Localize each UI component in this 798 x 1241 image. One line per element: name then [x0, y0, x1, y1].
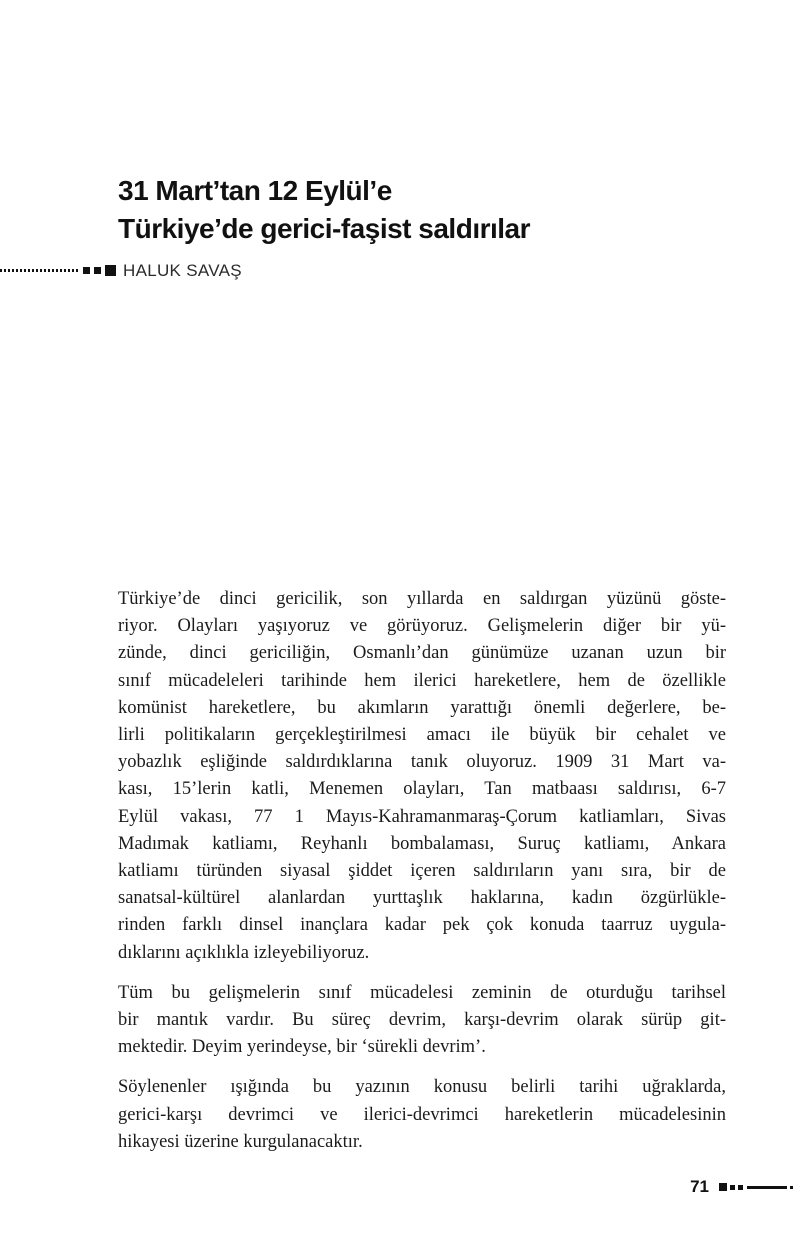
text-line: komünist hareketlere, bu akımların yarattığı önemli değerlere, be- — [118, 697, 726, 718]
square-bullet-icon — [738, 1185, 743, 1190]
text-line: bir mantık vardır. Bu süreç devrim, karşı-devrim olarak sürüp git- — [118, 1010, 726, 1031]
byline — [0, 258, 242, 283]
square-bullet-icon — [83, 267, 90, 274]
text-line: sınıf mücadeleleri tarihinde hem ilerici hareketlere, hem de özellikle — [118, 670, 726, 691]
square-bullet-icon — [105, 265, 116, 276]
text-line: rinden farklı dinsel inançlara kadar pek çok konuda taarruz uygula- — [118, 915, 726, 936]
text-line: hikayesi üzerine kurgulanacaktır. — [118, 1131, 363, 1152]
text-line: Söylenenler ışığında bu yazının konusu belirli tarihi uğraklarda, — [118, 1077, 726, 1098]
text-line: Tüm bu gelişmelerin sınıf mücadelesi zeminin de oturduğu tarihsel — [118, 982, 726, 1003]
text-line: Eylül vakası, 77 1 Mayıs-Kahramanmaraş-Çorum katliamları, Sivas — [118, 806, 726, 827]
author-name: HALUK SAVAŞ — [123, 260, 242, 280]
paragraph — [118, 1074, 726, 1156]
page-footer — [690, 1178, 793, 1196]
article-title-line-2: Türkiye’de gerici-faşist saldırılar — [118, 213, 531, 244]
paragraph — [118, 980, 726, 1062]
article-title — [118, 172, 530, 248]
footer-rule-line — [747, 1186, 787, 1189]
text-line: riyor. Olayları yaşıyoruz ve görüyoruz. Gelişmelerin diğer bir yü- — [118, 616, 726, 637]
text-line: Madımak katliamı, Reyhanlı bombalaması, Suruç katliamı, Ankara — [118, 833, 726, 854]
text-line: zünde, dinci gericiliğin, Osmanlı’dan günümüze uzanan uzun bir — [118, 643, 726, 664]
article-body — [118, 586, 726, 1169]
text-line: dıklarını açıklıkla izleyebiliyoruz. — [118, 942, 370, 963]
dotted-leader-line — [0, 269, 79, 272]
square-bullet-icon — [730, 1185, 735, 1190]
text-line: kası, 15’lerin katli, Menemen olayları, Tan matbaası saldırısı, 6-7 — [118, 779, 726, 800]
square-bullet-icon — [719, 1183, 727, 1191]
text-line: lirli politikaların gerçekleştirilmesi amacı ile büyük bir cehalet ve — [118, 725, 726, 746]
text-line: yobazlık eşliğinde saldırdıklarına tanık oluyoruz. 1909 31 Mart va- — [118, 752, 726, 773]
text-line: mektedir. Deyim yerindeyse, bir ‘sürekli devrim’. — [118, 1037, 486, 1058]
article-title-line-1: 31 Mart’tan 12 Eylül’e — [118, 175, 392, 206]
text-line: gerici-karşı devrimci ve ilerici-devrimci hareketlerin mücadelesinin — [118, 1104, 726, 1125]
paragraph — [118, 586, 726, 967]
text-line: Türkiye’de dinci gericilik, son yıllarda en saldırgan yüzünü göste- — [118, 589, 726, 609]
text-line: sanatsal-kültürel alanlardan yurttaşlık haklarına, kadın özgürlükle- — [118, 888, 726, 909]
page-number: 71 — [690, 1177, 709, 1196]
square-bullet-icon — [94, 267, 101, 274]
footer-end-dot — [790, 1186, 793, 1189]
text-line: katliamı türünden siyasal şiddet içeren saldırıların yanı sıra, bir de — [118, 861, 726, 882]
